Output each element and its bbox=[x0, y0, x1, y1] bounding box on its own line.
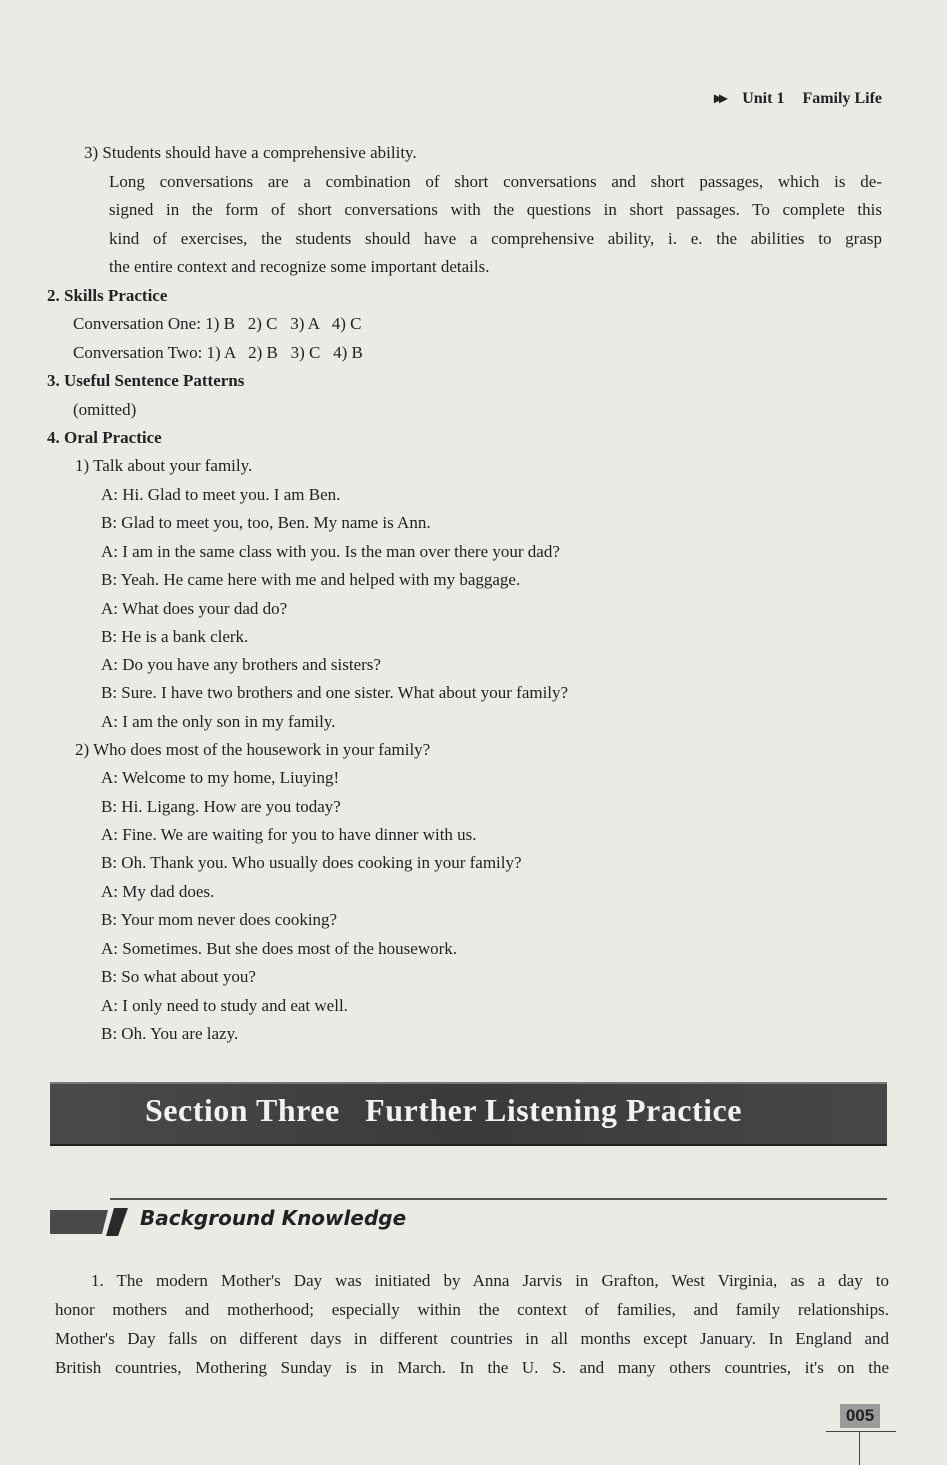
dialogue-line: B: Oh. You are lazy. bbox=[101, 1024, 239, 1043]
dialogue-topic-2: 2) Who does most of the housework in your family? bbox=[75, 740, 431, 759]
background-knowledge-heading: Background Knowledge bbox=[140, 1206, 407, 1230]
sentence-patterns-text: (omitted) bbox=[73, 400, 137, 419]
conversation-one-answers: Conversation One: 1) B 2) C 3) A 4) C bbox=[73, 314, 362, 333]
oral-practice-heading: 4. Oral Practice bbox=[47, 428, 162, 447]
dialogue-line: A: My dad does. bbox=[101, 882, 215, 901]
header-unit: Unit 1 bbox=[742, 90, 785, 107]
item3-text-line: kind of exercises, the students should have a comprehensive ability, i. e. the abilities to grasp bbox=[109, 229, 882, 248]
dialogue-line: B: Oh. Thank you. Who usually does cooking in your family? bbox=[101, 853, 522, 872]
dialogue-line: A: Welcome to my home, Liuying! bbox=[101, 768, 340, 787]
dialogue-line: A: I am the only son in my family. bbox=[101, 712, 336, 731]
dialogue-line: A: Do you have any brothers and sisters? bbox=[101, 655, 381, 674]
item3-text-line: Long conversations are a combination of short conversations and short passages, which is de- bbox=[109, 172, 882, 191]
paragraph-line: 1. The modern Mother's Day was initiated by Anna Jarvis in Grafton, West Virginia, as a day to bbox=[91, 1271, 889, 1290]
page-number-rule bbox=[826, 1431, 896, 1432]
header-title: Family Life bbox=[802, 90, 882, 107]
heading-rule bbox=[110, 1198, 887, 1200]
section-banner bbox=[50, 1082, 887, 1146]
sentence-patterns-heading: 3. Useful Sentence Patterns bbox=[47, 371, 245, 390]
dialogue-line: A: What does your dad do? bbox=[101, 599, 288, 618]
item3-text-line: the entire context and recognize some important details. bbox=[109, 257, 490, 276]
dialogue-line: B: So what about you? bbox=[101, 967, 256, 986]
paragraph-line: Mother's Day falls on different days in different countries in all months except January. In England and bbox=[55, 1329, 889, 1348]
item3-text-line: signed in the form of short conversations with the questions in short passages. To complete this bbox=[109, 200, 882, 219]
paragraph-line: British countries, Mothering Sunday is in March. In the U. S. and many others countries, it's on the bbox=[55, 1358, 889, 1377]
dialogue-line: B: Sure. I have two brothers and one sister. What about your family? bbox=[101, 683, 569, 702]
dialogue-line: B: Your mom never does cooking? bbox=[101, 910, 338, 929]
dialogue-line: A: Hi. Glad to meet you. I am Ben. bbox=[101, 485, 341, 504]
dialogue-line: B: Yeah. He came here with me and helped with my baggage. bbox=[101, 570, 521, 589]
page-number-rule bbox=[859, 1431, 860, 1465]
dialogue-line: B: He is a bank clerk. bbox=[101, 627, 249, 646]
dialogue-line: A: Sometimes. But she does most of the housework. bbox=[101, 939, 458, 958]
dialogue-line: A: I only need to study and eat well. bbox=[101, 996, 348, 1015]
conversation-two-answers: Conversation Two: 1) A 2) B 3) C 4) B bbox=[73, 343, 363, 362]
heading-slash-icon bbox=[50, 1206, 130, 1236]
dialogue-topic-1: 1) Talk about your family. bbox=[75, 456, 253, 475]
section-title: Section Three Further Listening Practice bbox=[145, 1092, 742, 1128]
paragraph-line: honor mothers and motherhood; especially within the context of families, and family relationships. bbox=[55, 1300, 889, 1319]
item3-title: 3) Students should have a comprehensive ability. bbox=[84, 143, 417, 162]
skills-practice-heading: 2. Skills Practice bbox=[47, 286, 168, 305]
header-arrows-icon: ▸▸ bbox=[714, 90, 725, 107]
dialogue-line: A: Fine. We are waiting for you to have dinner with us. bbox=[101, 825, 477, 844]
running-header bbox=[714, 88, 882, 108]
dialogue-line: B: Glad to meet you, too, Ben. My name is Ann. bbox=[101, 513, 431, 532]
page-number: 005 bbox=[840, 1404, 880, 1428]
dialogue-line: A: I am in the same class with you. Is the man over there your dad? bbox=[101, 542, 560, 561]
dialogue-line: B: Hi. Ligang. How are you today? bbox=[101, 797, 341, 816]
